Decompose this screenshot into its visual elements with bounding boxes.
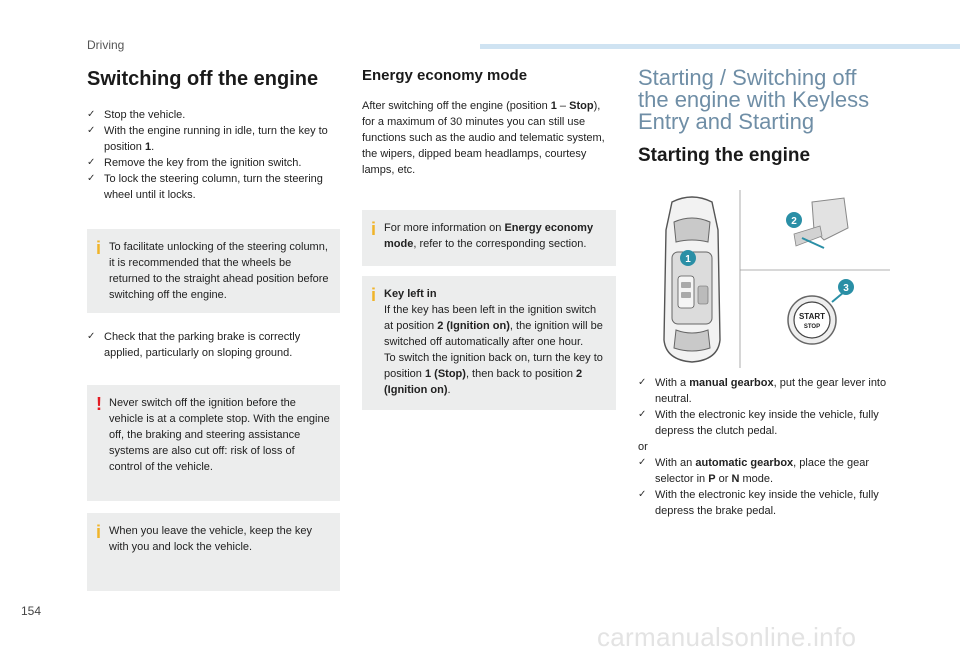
svg-text:2: 2 xyxy=(791,216,797,227)
svg-text:3: 3 xyxy=(843,283,849,294)
switch-off-steps xyxy=(87,107,340,203)
info-note-steering: i To facilitate unlocking of the steering column, it is recommended that the wheels be returned to the straight ahead position before switching off the engine. xyxy=(87,229,340,313)
list-item: ✓ With an automatic gearbox, place the gear selector in P or N mode. xyxy=(638,457,870,485)
check-icon: ✓ xyxy=(87,173,96,184)
check-icon: ✓ xyxy=(638,377,647,388)
info-note-energy: i For more information on Energy economy mode, refer to the corresponding section. xyxy=(362,210,616,266)
list-item: ✓ Stop the vehicle. xyxy=(87,109,186,121)
list-item: ✓ With a manual gearbox, put the gear lever into neutral. xyxy=(638,377,887,405)
column-energy-economy xyxy=(362,64,616,410)
info-icon: i xyxy=(96,238,102,258)
header-bar xyxy=(480,44,960,49)
parking-brake-step xyxy=(87,329,340,361)
svg-text:START: START xyxy=(798,312,826,321)
column-keyless xyxy=(638,64,898,167)
svg-text:STOP: STOP xyxy=(803,324,821,330)
check-icon: ✓ xyxy=(638,457,647,468)
check-icon: ✓ xyxy=(87,331,96,342)
list-item: ✓ With the engine running in idle, turn the key to position 1. xyxy=(87,125,328,153)
energy-economy-text: After switching off the engine (position 1 – Stop), for a maximum of 30 minutes you can still use functions such as the audio and telematic system, the wipers, dipped beam headlamps, courtesy lamps, etc. xyxy=(362,100,605,176)
check-icon: ✓ xyxy=(87,109,96,120)
section-header: Driving xyxy=(87,38,125,52)
check-icon: ✓ xyxy=(87,125,96,136)
info-icon: i xyxy=(371,219,377,239)
info-icon: i xyxy=(96,522,102,542)
check-icon: ✓ xyxy=(638,489,647,500)
warning-note: ! Never switch off the ignition before the vehicle is at a complete stop. With the engine off, the braking and steering assistance systems are also cut off: risk of loss of control of the vehicle. xyxy=(87,385,340,501)
pedal-illustration xyxy=(786,198,848,248)
heading-starting-engine: Starting the engine xyxy=(638,145,811,166)
or-separator: or xyxy=(638,441,648,453)
svg-text:1: 1 xyxy=(685,254,691,265)
info-icon: i xyxy=(371,285,377,305)
info-note-key: i When you leave the vehicle, keep the key with you and lock the vehicle. xyxy=(87,513,340,591)
heading-energy-economy: Energy economy mode xyxy=(362,67,528,84)
car-top-view xyxy=(664,197,720,362)
column-switching-off xyxy=(87,64,340,591)
list-item: ✓ With the electronic key inside the vehicle, fully depress the clutch pedal. xyxy=(638,409,879,437)
key-left-title: Key left in xyxy=(384,288,437,300)
warning-icon: ! xyxy=(96,394,102,414)
heading-switching-off: Switching off the engine xyxy=(87,68,319,90)
watermark: carmanualsonline.info xyxy=(597,622,857,652)
page-number: 154 xyxy=(21,604,42,618)
list-item: ✓ With the electronic key inside the vehicle, fully depress the brake pedal. xyxy=(638,489,879,517)
keyless-steps xyxy=(638,375,898,519)
check-icon: ✓ xyxy=(638,409,647,420)
start-stop-button-illustration xyxy=(788,279,854,344)
list-item: ✓ Remove the key from the ignition switch. xyxy=(87,157,302,169)
heading-keyless: Starting / Switching off the engine with Keyless Entry and Starting xyxy=(638,65,870,134)
list-item: ✓ Check that the parking brake is correctly applied, particularly on sloping ground. xyxy=(87,331,301,359)
keyless-start-illustration xyxy=(644,190,894,368)
check-icon: ✓ xyxy=(87,157,96,168)
info-note-key-left: i Key left in If the key has been left in the ignition switch at position 2 (Ignition on), the ignition will be switched off automatically after one hour. To switch the ignition back on, turn the key to position 1 (Stop), then back to position 2 (Ignition on). xyxy=(362,276,616,410)
list-item: ✓ To lock the steering column, turn the steering wheel until it locks. xyxy=(87,173,323,201)
